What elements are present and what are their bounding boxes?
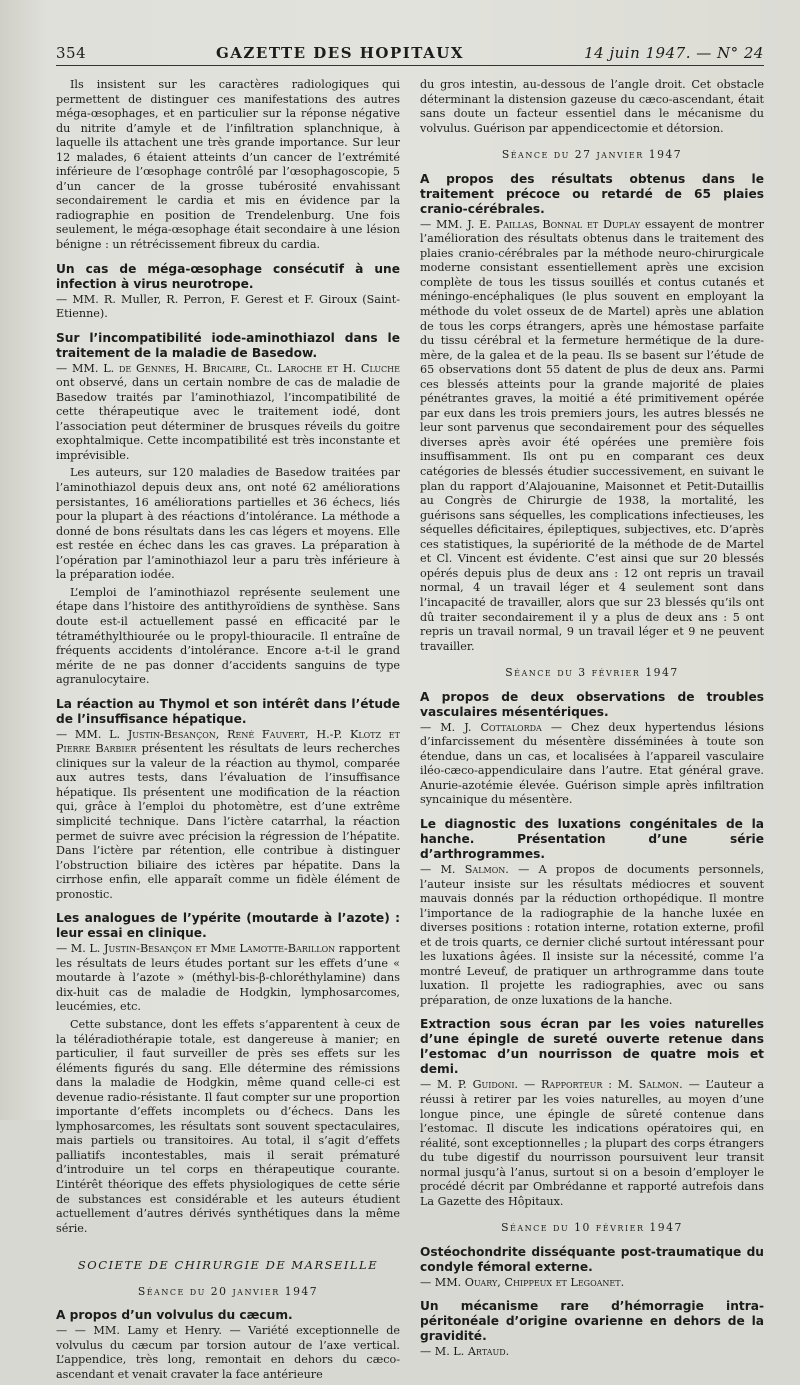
article-paragraph: — — MM. Lamy et Henry. — Variété exceptionnelle de volvulus du cæcum par torsion autour de l’axe vertical. L’appendice, très long, remontait en dehors du cæco-ascendant et venait cravater la face antérieure — [56, 1324, 400, 1381]
article-text: essayent de montrer l’amélioration des résultats obtenus dans le traitement des plaies cranio-cérébrales par la méthode neuro-chirurgicale moderne consistant essentiellement après une excision complète de tous les tissus souillés et contus cutanés et méningo-encéphaliques (le plus souvent en employant la méthode du volet osseux de de Martel) après une ablation de tous les corps étrangers, après une hémostase parfaite du tissu cérébral et la fermeture hermétique de la dure-mère, de la galea et de la peau. Ils se basent sur l’étude de 65 observations dont 55 datent de plus de deux ans. Parmi ces blessés atteints pour la grande majorité de plaies pénétrantes graves, la moitié a été primitivement opérée par eux dans les trois premiers jours, les autres blessés ne leur sont parvenus que secondairement pour des séquelles diverses après avoir été opérées une première fois insuffisamment. Ils ont pu en comparant ces deux catégories de blessés étudier successivement, en suivant le plan du rapport d’Alajouanine, Maisonnet et Petit-Dutaillis au Congrès de Chirurgie de 1938, la mortalité, les guérisons sans séquelles, les complications infectieuses, les séquelles déficitaires, épileptiques, subjectives, etc. D’après ces statistiques, la supériorité de la méthode de de Martel et Cl. Vincent est évidente. C’est ainsi que sur 20 blessés opérés depuis plus de deux ans : 12 ont repris un travail normal, 4 un travail léger et 4 seulement sont dans l’incapacité de travailler, alors que sur 23 blessés qu’ils ont dû traiter secondairement il y a plus de deux ans : 5 ont repris un travail normal, 9 un travail léger et 9 ne peuvent travailler. — [420, 217, 764, 653]
article-paragraph — [56, 942, 400, 1015]
page-number: 354 — [56, 44, 87, 62]
continued-paragraph: du gros intestin, au-dessous de l’angle droit. Cet obstacle déterminant la distension gazeuse du cæco-ascendant, était sans doute un facteur essentiel dans le mécanisme du volvulus. Guérison par appendicectomie et détorsion. — [420, 78, 764, 135]
article-title: A propos d’un volvulus du cæcum. — [56, 1308, 293, 1323]
article-byline: — MM. Ouary, Chippeux et Legoanet. — [420, 1275, 625, 1289]
article-paragraph — [420, 218, 764, 654]
journal-title: GAZETTE DES HOPITAUX — [215, 44, 464, 62]
two-column-body — [56, 78, 764, 1385]
session-date: Séance du 3 février 1947 — [505, 666, 679, 680]
article-authors: — M. L. Justin-Besançon et Mme Lamotte-Barillon — [56, 942, 336, 956]
article-text: — L’auteur a réussi à retirer par les voies naturelles, au moyen d’une longue pince, une épingle de sûreté contenue dans l’estomac. Il discute les indications opératoires qui, en réalité, sont exceptionnelles ; la plupart des corps étrangers du tube digestif du nourrisson poursuivent leur transit normal jusqu’à l’anus, surtout si on a besoin d’employer le procédé décrit par Ombrédanne et rapporté autrefois dans La Gazette des Hôpitaux. — [420, 1078, 764, 1208]
article-title: A propos des résultats obtenus dans le traitement précoce ou retardé de 65 plaies cranio-cérébrales. — [420, 171, 764, 216]
left-column — [56, 78, 400, 1385]
intro-paragraph: Ils insistent sur les caractères radiologiques qui permettent de distinguer ces manifestations des autres méga-œsophages, et en particulier sur la réponse négative du nitrite d’amyle et de l’infiltration splanchnique, à laquelle ils attachent une très grande importance. Sur leur 12 malades, 6 étaient atteints d’un cancer de l’extrémité inférieure de l’œsophage contrôlé par l’œsophagoscopie, 5 d’un cancer de la grosse tubérosité envahissant secondairement le cardia et mis en évidence par la radiographie en position de Trendelenburg. Une fois seulement, le méga-œsophage était secondaire à une lésion bénigne : un rétrécissement fibreux du cardia. — [56, 78, 400, 252]
society-heading: SOCIETE DE CHIRURGIE DE MARSEILLE — [77, 1258, 379, 1273]
article-text: — Chez deux hypertendus lésions d’infarcissement du mésentère disséminées à toute son étendue, dans un cas, et localisées à l’appareil vasculaire iléo-cæco-appendiculaire dans l’autre. Etat général grave. Anurie-azotémie élevée. Guérison simple après infiltration syncainique du mésentère. — [420, 720, 764, 807]
article-paragraph — [420, 721, 764, 808]
article-title: A propos de deux observations de troubles vasculaires mésentériques. — [420, 689, 764, 719]
session-date: Séance du 27 janvier 1947 — [501, 148, 683, 162]
article-authors: — M. Salmon. — [420, 862, 509, 876]
article-paragraph: L’emploi de l’aminothiazol représente seulement une étape dans l’histoire des antithyroïdiens de synthèse. Sans doute est-il actuellement passé en efficacité par le tétraméthylthiourée ou le propyl-thiouracile. Il entraîne de fréquents accidents d’intolérance. Encore a-t-il le grand mérite de ne pas donner d’accidents sanguins de type agranulocytaire. — [56, 585, 400, 687]
article-text: ont observé, dans un certain nombre de cas de maladie de Basedow traités par l’aminothiazol, l’incompatibilité de cette thérapeutique avec le traitement iodé, dont l’association peut déterminer de brusques réveils du goitre exophtalmique. Cette incompatibilité est très inconstante et imprévisible. — [56, 376, 400, 462]
article-title: Extraction sous écran par les voies naturelles d’une épingle de sureté ouverte retenue dans l’estomac d’un nourrisson de quatre mois et demi. — [420, 1017, 764, 1077]
article-text: — A propos de documents personnels, l’auteur insiste sur les résultats médiocres et souvent mauvais donnés par la réduction orthopédique. Il montre l’importance de la radiographie de la hanche luxée en diverses positions : rotation interne, rotation externe, profil et de trois quarts, ce dernier cliché surtout intéressant pour les luxations âgées. Il insiste sur la nécessité, comme l’a montré Leveuf, de pratiquer un arthrogramme dans toute luxation. Il projette les radiographies, avec ou sans préparation, de onze luxations de la hanche. — [420, 862, 764, 1007]
article-authors: — M. P. Guidoni. — Rapporteur : M. Salmon. — [420, 1078, 683, 1092]
article-authors: — MM. L. Justin-Besançon, René Fauvert, H.-P. Klotz et Pierre Barbier — [56, 727, 400, 756]
article-authors: — MM. L. de Gennes, H. Bricaire, Cl. Laroche et H. Cluche — [56, 361, 400, 375]
article-title: Un mécanisme rare d’hémorragie intra-péritonéale d’origine ovarienne en dehors de la gravidité. — [420, 1299, 764, 1344]
session-date: Séance du 20 janvier 1947 — [137, 1284, 319, 1298]
article-title: La réaction au Thymol et son intérêt dans l’étude de l’insuffisance hépatique. — [56, 696, 400, 726]
article-paragraph — [420, 863, 764, 1008]
page-header — [56, 44, 764, 66]
article-authors: — MM. J. E. Paillas, Bonnal et Duplay — [420, 217, 641, 231]
article-title: Sur l’incompatibilité iode-aminothiazol dans le traitement de la maladie de Basedow. — [56, 330, 400, 360]
article-text: rapportent les résultats de leurs études portant sur les effets d’une « moutarde à l’azote » (méthyl-bis-β-chloréthylamine) dans dix-huit cas de maladie de Hodgkin, lymphosarcomes, leucémies, etc. — [56, 942, 400, 1014]
article-title: Le diagnostic des luxations congénitales de la hanche. Présentation d’une série d’arthrogrammes. — [420, 816, 764, 861]
article-paragraph — [420, 1078, 764, 1209]
article-title: Ostéochondrite disséquante post-traumatique du condyle fémoral externe. — [420, 1244, 764, 1274]
article-title: Les analogues de l’ypérite (moutarde à l’azote) : leur essai en clinique. — [56, 911, 400, 941]
article-text: présentent les résultats de leurs recherches cliniques sur la valeur de la réaction au thymol, comparée aux autres tests, dans l’évaluation de l’insuffisance hépatique. Ils présentent une modification de la réaction qui, grâce à l’emploi du photomètre, est d’une extrême simplicité technique. Dans l’ictère catarrhal, la réaction permet de suivre avec précision la régression de l’hépatite. Dans l’ictère par rétention, elle contribue à distinguer l’obstruction biliaire des ictères par hépatite. Dans la cirrhose enfin, elle apparaît comme un fidèle élément de pronostic. — [56, 742, 400, 901]
article-paragraph: Cette substance, dont les effets s’apparentent à ceux de la téléradiothérapie totale, est dangereuse à manier; en particulier, il faut surveiller de près ses effets sur les éléments figurés du sang. Elle détermine des rémissions dans la maladie de Hodgkin, même quand celle-ci est devenue radio-résistante. Il faut compter sur une proportion importante d’effets incomplets ou d’échecs. Dans les lymphosarcomes, les résultats sont souvent spectaculaires, mais partiels ou transitoires. Au total, il s’agit d’effets palliatifs incontestables, mais il serait prématuré d’introduire un tel corps en thérapeutique courante. L’intérêt théorique des effets physiologiques de cette série de substances est considérable et les auteurs étudient actuellement d’autres dérivés synthétiques dans la même série. — [56, 1017, 400, 1235]
article-paragraph — [56, 728, 400, 903]
article-byline: — M. L. Artaud. — [420, 1345, 510, 1359]
article-paragraph — [56, 362, 400, 464]
right-column — [420, 78, 764, 1385]
article-paragraph: Les auteurs, sur 120 maladies de Basedow traitées par l’aminothiazol depuis deux ans, ont noté 62 améliorations persistantes, 16 améliorations partielles et 36 échecs, liés pour la plupart à des réactions d’intolérance. La méthode a donné de bons résultats dans les cas légers et moyens. Elle est restée en échec dans les cas graves. La préparation à l’opération par l’aminothiazol leur a paru très inférieure à la préparation iodée. — [56, 466, 400, 582]
session-date: Séance du 10 février 1947 — [501, 1221, 683, 1235]
article-byline: — MM. R. Muller, R. Perron, F. Gerest et F. Giroux (Saint-Etienne). — [56, 292, 400, 321]
issue-date: 14 juin 1947. — N° 24 — [584, 44, 764, 62]
article-title: Un cas de méga-œsophage consécutif à une infection à virus neurotrope. — [56, 261, 400, 291]
article-authors: — M. J. Cottalorda — [420, 720, 542, 734]
